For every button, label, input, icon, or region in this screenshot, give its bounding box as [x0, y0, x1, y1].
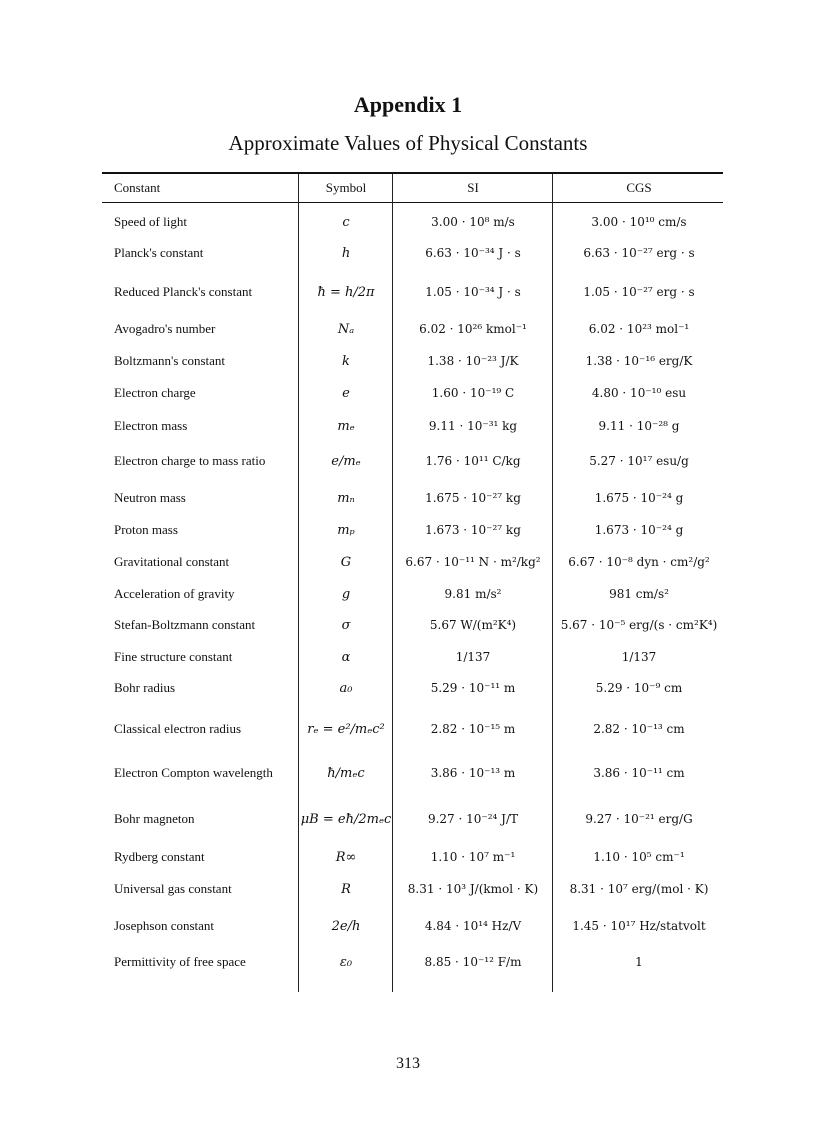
constant-symbol: rₑ = e²/mₑc²: [307, 721, 385, 737]
cgs-value: 3.00 · 10¹⁰ cm/s: [591, 215, 687, 229]
si-value: 9.27 · 10⁻²⁴ J/T: [427, 812, 519, 826]
si-value: 2.82 · 10⁻¹⁵ m: [430, 722, 516, 736]
cgs-value: 9.27 · 10⁻²¹ erg/G: [585, 812, 693, 826]
constant-symbol: G: [340, 554, 352, 570]
constant-name: Boltzmann's constant: [114, 353, 226, 368]
constant-name: Speed of light: [114, 214, 187, 229]
table-top-rule: [102, 172, 723, 174]
si-value: 1.76 · 10¹¹ C/kg: [425, 454, 521, 468]
cgs-value: 3.86 · 10⁻¹¹ cm: [593, 766, 685, 780]
constant-name: Electron mass: [114, 418, 188, 433]
cgs-value: 1.675 · 10⁻²⁴ g: [594, 491, 684, 505]
constant-name: Proton mass: [114, 522, 178, 537]
si-value: 3.00 · 10⁸ m/s: [431, 215, 515, 229]
constant-symbol: a₀: [339, 680, 353, 696]
si-value: 6.02 · 10²⁶ kmol⁻¹: [419, 322, 527, 336]
cgs-value: 1.10 · 10⁵ cm⁻¹: [593, 850, 685, 864]
constant-name: Acceleration of gravity: [114, 586, 235, 601]
constant-symbol: R: [341, 881, 351, 897]
si-value: 8.31 · 10³ J/(kmol · K): [407, 882, 539, 896]
cgs-value: 5.67 · 10⁻⁵ erg/(s · cm²K⁴): [560, 618, 718, 632]
constant-name: Avogadro's number: [114, 321, 216, 336]
column-divider: [552, 174, 553, 992]
constant-name: Bohr radius: [114, 680, 176, 695]
constant-name: Gravitational constant: [114, 554, 230, 569]
constant-symbol: R∞: [335, 849, 357, 865]
cgs-value: 6.02 · 10²³ mol⁻¹: [588, 322, 690, 336]
cgs-value: 5.29 · 10⁻⁹ cm: [595, 681, 683, 695]
cgs-value: 1.673 · 10⁻²⁴ g: [594, 523, 684, 537]
cgs-value: 1.05 · 10⁻²⁷ erg · s: [583, 285, 695, 299]
si-value: 1/137: [455, 650, 491, 664]
cgs-value: 4.80 · 10⁻¹⁰ esu: [591, 386, 687, 400]
constant-name: Electron charge: [114, 385, 196, 400]
constant-symbol: mₑ: [337, 418, 355, 434]
si-value: 9.81 m/s²: [444, 587, 502, 601]
si-value: 1.673 · 10⁻²⁷ kg: [425, 523, 521, 537]
cgs-value: 6.67 · 10⁻⁸ dyn · cm²/g²: [568, 555, 710, 569]
constant-name: Universal gas constant: [114, 881, 232, 896]
si-value: 9.11 · 10⁻³¹ kg: [428, 419, 518, 433]
constant-name: Electron Compton wavelength: [114, 765, 273, 780]
constant-name: Electron charge to mass ratio: [114, 453, 266, 468]
si-value: 1.675 · 10⁻²⁷ kg: [425, 491, 521, 505]
si-value: 5.67 W/(m²K⁴): [429, 618, 517, 632]
header-si: SI: [467, 180, 479, 195]
si-value: 8.85 · 10⁻¹² F/m: [424, 955, 522, 969]
si-value: 1.05 · 10⁻³⁴ J · s: [425, 285, 521, 299]
cgs-value: 1.45 · 10¹⁷ Hz/statvolt: [572, 919, 706, 933]
constant-symbol: mₚ: [337, 522, 355, 538]
constant-symbol: k: [342, 353, 350, 369]
constant-name: Classical electron radius: [114, 721, 242, 736]
header-cgs: CGS: [626, 180, 652, 195]
constant-symbol: h: [341, 245, 351, 261]
constant-name: Bohr magneton: [114, 811, 195, 826]
cgs-value: 981 cm/s²: [609, 587, 669, 601]
constant-symbol: c: [342, 214, 350, 230]
constant-name: Fine structure constant: [114, 649, 233, 664]
si-value: 1.38 · 10⁻²³ J/K: [427, 354, 519, 368]
constant-symbol: ħ = h/2π: [317, 284, 375, 300]
constant-name: Planck's constant: [114, 245, 204, 260]
constant-symbol: 2e/h: [331, 918, 361, 934]
constant-symbol: e: [342, 385, 350, 401]
si-value: 3.86 · 10⁻¹³ m: [430, 766, 516, 780]
constant-symbol: mₙ: [337, 490, 355, 506]
header-symbol: Symbol: [325, 180, 367, 195]
constant-symbol: g: [341, 586, 351, 602]
si-value: 4.84 · 10¹⁴ Hz/V: [424, 919, 522, 933]
constant-symbol: σ: [341, 617, 351, 633]
si-value: 1.10 · 10⁷ m⁻¹: [430, 850, 516, 864]
constant-name: Neutron mass: [114, 490, 186, 505]
header-constant: Constant: [114, 180, 161, 195]
appendix-subtitle: Approximate Values of Physical Constants: [228, 131, 588, 155]
constant-symbol: e/mₑ: [331, 453, 361, 469]
si-value: 5.29 · 10⁻¹¹ m: [430, 681, 516, 695]
constant-symbol: μB = eħ/2mₑc: [300, 811, 392, 827]
cgs-value: 8.31 · 10⁷ erg/(mol · K): [569, 882, 709, 896]
constant-symbol: ε₀: [339, 954, 353, 970]
constant-name: Rydberg constant: [114, 849, 205, 864]
cgs-value: 1.38 · 10⁻¹⁶ erg/K: [585, 354, 693, 368]
cgs-value: 1/137: [621, 650, 657, 664]
page-number: 313: [396, 1055, 420, 1072]
table-header-rule: [102, 202, 723, 203]
constant-name: Permittivity of free space: [114, 954, 246, 969]
si-value: 6.63 · 10⁻³⁴ J · s: [425, 246, 521, 260]
constant-name: Josephson constant: [114, 918, 215, 933]
si-value: 6.67 · 10⁻¹¹ N · m²/kg²: [405, 555, 541, 569]
column-divider: [392, 174, 393, 992]
si-value: 1.60 · 10⁻¹⁹ C: [431, 386, 515, 400]
constant-symbol: Nₐ: [337, 321, 355, 337]
constant-name: Stefan-Boltzmann constant: [114, 617, 256, 632]
cgs-value: 5.27 · 10¹⁷ esu/g: [589, 454, 689, 468]
constant-name: Reduced Planck's constant: [114, 284, 253, 299]
cgs-value: 6.63 · 10⁻²⁷ erg · s: [583, 246, 695, 260]
constant-symbol: α: [341, 649, 351, 665]
column-divider: [298, 174, 299, 992]
cgs-value: 1: [635, 955, 643, 969]
appendix-title: Appendix 1: [353, 92, 463, 117]
cgs-value: 9.11 · 10⁻²⁸ g: [598, 419, 680, 433]
constant-symbol: ħ/mₑc: [327, 765, 365, 781]
cgs-value: 2.82 · 10⁻¹³ cm: [593, 722, 685, 736]
